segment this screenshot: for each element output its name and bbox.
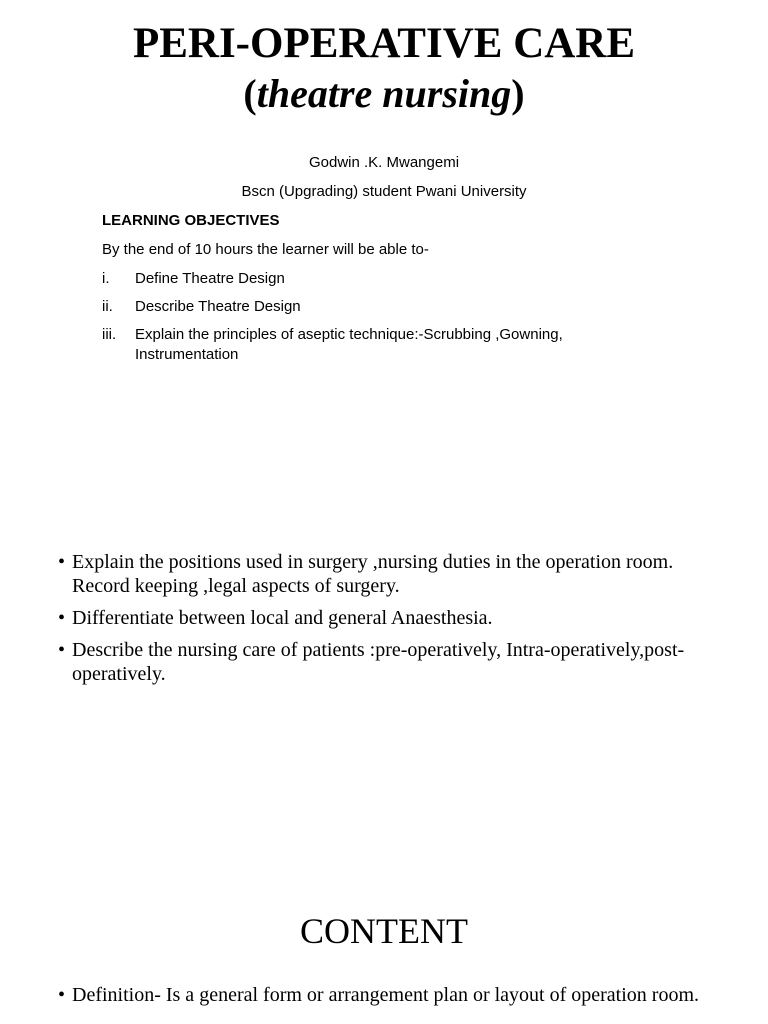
- objectives-heading: LEARNING OBJECTIVES: [102, 212, 280, 229]
- subtitle-italic-text: theatre nursing: [256, 71, 512, 116]
- objective-number: ii.: [102, 298, 113, 315]
- bullet-item: [58, 550, 710, 598]
- bullet-text: Definition- Is a general form or arrangement plan or layout of operation room.: [72, 984, 700, 1006]
- objectives-intro: By the end of 10 hours the learner will be able to-: [102, 241, 429, 258]
- content-heading: CONTENT: [300, 911, 468, 951]
- bullet-item: [58, 638, 710, 686]
- objective-item: [102, 269, 662, 289]
- bullet-symbol: •: [58, 984, 66, 1006]
- objective-item: [102, 325, 662, 365]
- bullet-text: Describe the nursing care of patients :pre-operatively, Intra-operatively,post-operatively.: [72, 639, 685, 685]
- author-name: Godwin .K. Mwangemi: [308, 154, 460, 171]
- bullet-symbol: •: [58, 639, 66, 661]
- author-affiliation: Bscn (Upgrading) student Pwani University: [241, 183, 527, 200]
- bullet-text: Explain the positions used in surgery ,nursing duties in the operation room. Record keeping ,legal aspects of surgery.: [72, 551, 674, 597]
- objectives-continued-list: [58, 550, 710, 694]
- objective-number: iii.: [102, 326, 117, 343]
- subtitle-close-paren: ): [511, 71, 525, 116]
- objective-text: Define Theatre Design: [135, 270, 285, 287]
- objective-number: i.: [102, 270, 110, 287]
- objectives-list: [102, 269, 662, 373]
- document-title: PERI-OPERATIVE CARE: [132, 20, 636, 67]
- bullet-text: Differentiate between local and general Anaesthesia.: [72, 607, 493, 629]
- slide-2: [0, 540, 768, 890]
- bullet-item: [58, 983, 710, 1007]
- objective-text: Explain the principles of aseptic technique:-Scrubbing ,Gowning, Instrumentation: [135, 326, 563, 363]
- slide-3: [0, 890, 768, 1024]
- bullet-symbol: •: [58, 551, 66, 573]
- content-list: [58, 983, 710, 1015]
- subtitle-open-paren: (: [243, 71, 257, 116]
- document-subtitle: [0, 68, 768, 120]
- bullet-item: [58, 606, 710, 630]
- objective-item: [102, 297, 662, 317]
- objective-text: Describe Theatre Design: [135, 298, 301, 315]
- bullet-symbol: •: [58, 607, 66, 629]
